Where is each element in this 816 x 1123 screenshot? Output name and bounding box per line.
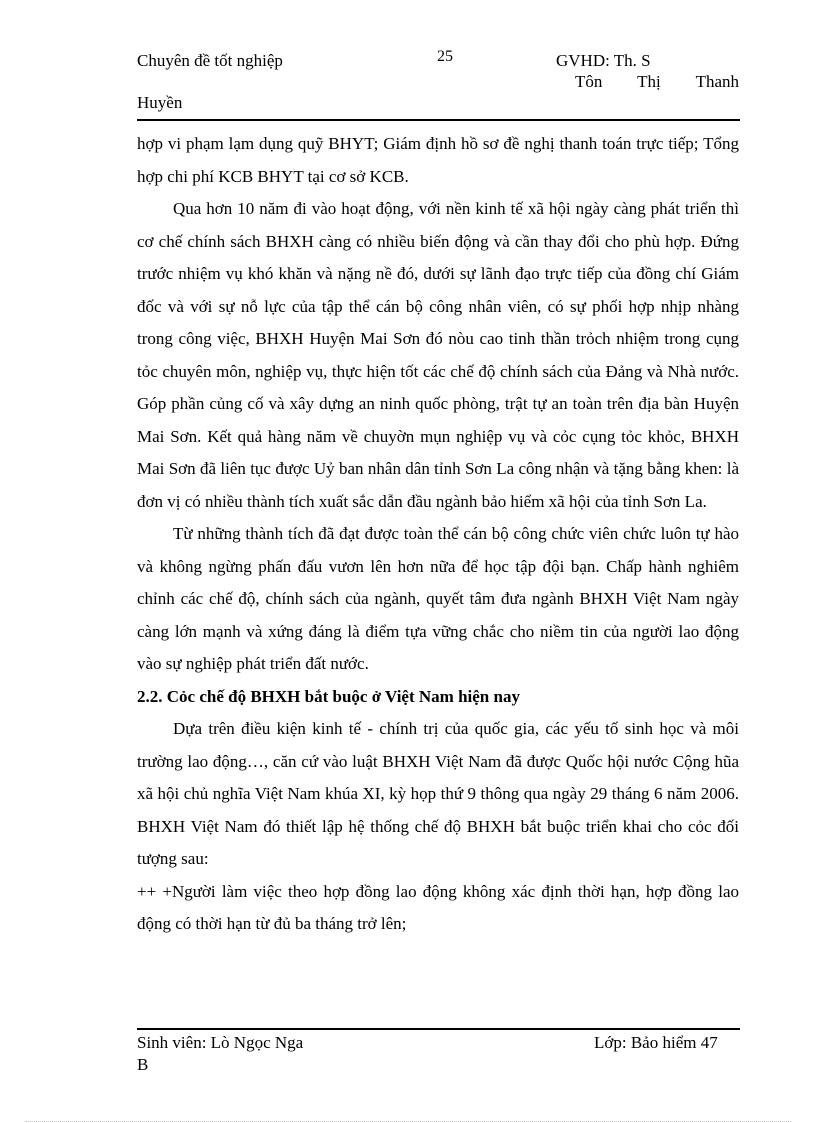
header-supervisor-name-cont: Huyền bbox=[137, 93, 183, 112]
footer-class: Lớp: Bảo hiểm 47 bbox=[594, 1033, 718, 1052]
section-heading: 2.2. Cỏc chế độ BHXH bắt buộc ở Việt Nam hiện nay bbox=[137, 686, 520, 706]
paragraph-4: Dựa trên điều kiện kinh tế - chính trị của quốc gia, các yếu tố sinh học và môi trường lao động…, căn cứ vào luật BHXH Việt Nam đã được Quốc hội nước Cộng hũa xã hội chủ nghĩa Việt Nam khúa XI, kỳ họp thứ 9 thông qua ngày 29 tháng 6 năm 2006. BHXH Việt Nam đó thiết lập hệ thống chế độ BHXH bắt buộc triển khai cho cỏc đối tượng sau: bbox=[137, 719, 739, 868]
header-supervisor-label: GVHD: Th. S bbox=[556, 51, 651, 70]
paragraph-3: Từ những thành tích đã đạt được toàn thể cán bộ công chức viên chức luôn tự hào và không ngừng phấn đấu vươn lên hơn nữa để học tập đội bạn. Chấp hành nghiêm chỉnh các chế độ, chính sách của ngành, quyết tâm đưa ngành BHXH Việt Nam ngày càng lớn mạnh và xứng đáng là điểm tựa vững chắc cho niềm tin của người lao động vào sự nghiệp phát triển đất nước. bbox=[137, 524, 739, 673]
paragraph-1: hợp vi phạm lạm dụng quỹ BHYT; Giám định hồ sơ đề nghị thanh toán trực tiếp; Tổng hợp chi phí KCB BHYT tại cơ sở KCB. bbox=[137, 134, 739, 186]
footer-divider bbox=[137, 1028, 740, 1030]
footer-student: Sinh viên: Lò Ngọc Nga bbox=[137, 1033, 304, 1052]
list-item: ++ +Người làm việc theo hợp đồng lao động không xác định thời hạn, hợp đồng lao động có thời hạn từ đủ ba tháng trở lên; bbox=[137, 881, 739, 933]
page-edge-divider bbox=[25, 1121, 791, 1122]
header-divider bbox=[137, 119, 740, 121]
paragraph-2: Qua hơn 10 năm đi vào hoạt động, với nền kinh tế xã hội ngày càng phát triển thì cơ chế chính sách BHXH càng có nhiều biến động và cần thay đổi cho phù hợp. Đứng trước nhiệm vụ khó khăn và nặng nề đó, dưới sự lãnh đạo trực tiếp của đồng chí Giám đốc và với sự nỗ lực của tập thể cán bộ công nhân viên, có sự phối hợp nhịp nhàng trong công việc, BHXH Huyện Mai Sơn đó nòu cao tinh thần trỏch nhiệm trong cụng tỏc chuyên môn, nghiệp vụ, thực hiện tốt các chế độ chính sách của Đảng và Nhà nước. Góp phần củng cố và xây dựng an ninh quốc phòng, trật tự an toàn trên địa bàn Huyện Mai Sơn. Kết quả hàng năm về chuyờn mụn nghiệp vụ và cỏc cụng tỏc khỏc, BHXH Mai Sơn đã liên tục được Uỷ ban nhân dân tỉnh Sơn La công nhận và tặng bằng khen: là đơn vị có nhiều thành tích xuất sắc dẫn đầu ngành bảo hiểm xã hội của tỉnh Sơn La. bbox=[137, 199, 739, 511]
header-title: Chuyên đề tốt nghiệp bbox=[137, 51, 283, 70]
page-number: 25 bbox=[437, 48, 453, 65]
footer-class-cont: B bbox=[137, 1055, 149, 1074]
header-supervisor-name: Tôn Thị Thanh bbox=[575, 72, 739, 91]
page-header bbox=[137, 48, 739, 118]
document-body bbox=[137, 128, 739, 941]
